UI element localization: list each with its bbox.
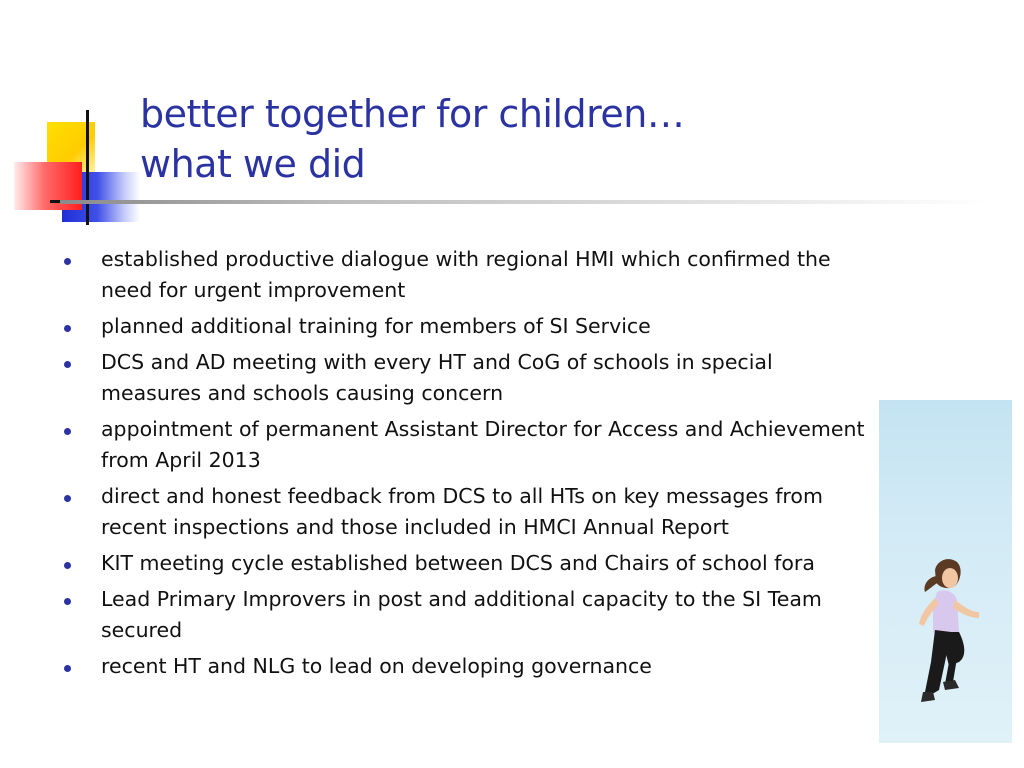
bullet-dot-icon [64, 361, 71, 368]
bullet-text: DCS and AD meeting with every HT and CoG of schools in special measures and schools causing concern [101, 350, 773, 405]
vertical-line-divider [86, 110, 89, 225]
bullet-item [60, 584, 865, 646]
bullet-text: established productive dialogue with regional HMI which confirmed the need for urgent improvement [101, 247, 831, 302]
bullet-dot-icon [64, 325, 71, 332]
bullet-item [60, 347, 865, 409]
corner-logo-graphic [0, 0, 160, 240]
bullet-item [60, 244, 865, 306]
bullet-item [60, 548, 865, 579]
running-child-photo [879, 400, 1012, 743]
bullet-text: appointment of permanent Assistant Director for Access and Achievement from April 2013 [101, 417, 865, 472]
bullet-text: direct and honest feedback from DCS to all HTs on key messages from recent inspections and those included in HMCI Annual Report [101, 484, 823, 539]
bullet-text: KIT meeting cycle established between DCS and Chairs of school fora [101, 551, 815, 575]
slide-title-line-1: better together for children… [140, 92, 685, 136]
bullet-list [60, 244, 865, 687]
bullet-item [60, 651, 865, 682]
slide-title-line-2: what we did [140, 142, 366, 186]
bullet-dot-icon [64, 428, 71, 435]
bullet-dot-icon [64, 665, 71, 672]
bullet-item [60, 311, 865, 342]
bullet-dot-icon [64, 258, 71, 265]
title-underline-rule [60, 200, 990, 204]
bullet-text: Lead Primary Improvers in post and additional capacity to the SI Team secured [101, 587, 822, 642]
bullet-dot-icon [64, 562, 71, 569]
slide-title [140, 89, 900, 189]
bullet-text: recent HT and NLG to lead on developing governance [101, 654, 652, 678]
bullet-item [60, 481, 865, 543]
bullet-text: planned additional training for members of SI Service [101, 314, 651, 338]
bullet-item [60, 414, 865, 476]
running-child-icon [879, 400, 1012, 743]
bullet-dot-icon [64, 495, 71, 502]
bullet-dot-icon [64, 598, 71, 605]
